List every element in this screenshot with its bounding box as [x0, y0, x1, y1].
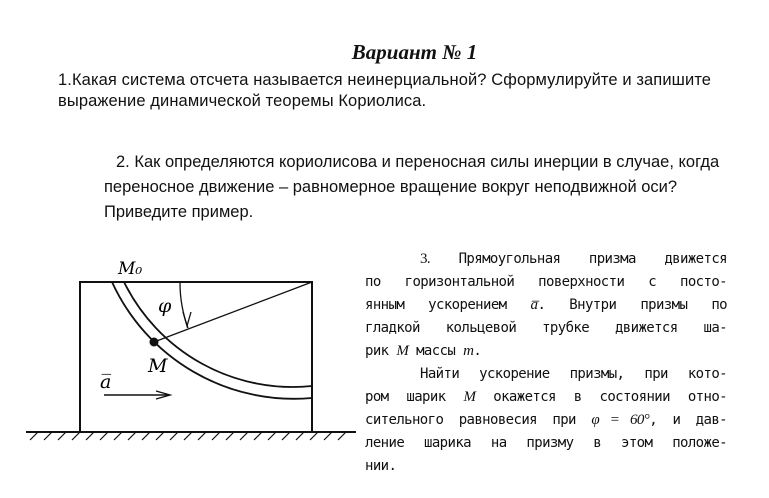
prism-body — [80, 282, 312, 432]
label-m0: M₀ — [118, 259, 143, 279]
q3-line-9: ление шарика на призму в этом положе- — [365, 435, 727, 451]
q3-line-10: нии. — [365, 458, 397, 474]
q3-line-6: Найти ускорение призмы, при кото- — [420, 366, 727, 382]
question-2 — [104, 150, 764, 225]
label-m: M — [148, 355, 168, 377]
angle-arc — [180, 282, 188, 328]
question-1-number: 1. — [58, 71, 72, 89]
ball-m — [150, 338, 159, 347]
label-a: a̅ — [100, 371, 112, 393]
q3-line-2: по горизонтальной поверхности с посто- — [365, 274, 727, 290]
radius-line — [154, 282, 312, 342]
angle-arrow — [183, 312, 191, 326]
q3-line-7: ром шарик M окажется в состоянии отно- — [365, 389, 727, 405]
q3-line-4: гладкой кольцевой трубке движется ша- — [365, 320, 727, 336]
prism-figure — [20, 250, 360, 450]
q3-line-3: янным ускорением a̅. Внутри призмы по — [365, 297, 727, 313]
label-phi: φ — [158, 295, 172, 317]
ring-tube-outer — [112, 282, 312, 399]
prism-diagram — [20, 250, 360, 450]
question-1 — [58, 70, 718, 112]
ground-hatch — [30, 432, 346, 440]
q3-line-5: рик M массы m. — [365, 343, 482, 359]
question-3 — [365, 248, 727, 478]
q3-line-1: 3. Прямоугольная призма движется — [420, 251, 727, 267]
question-1-text: Какая система отсчета называется неинерциальной? Сформулируйте и запишите выражение динамической теоремы Кориолиса. — [58, 71, 712, 110]
q3-line-8: сительного равновесия при φ = 60°, и дав- — [365, 412, 727, 428]
question-2-number: 2. — [116, 153, 130, 171]
question-2-text: Как определяются кориолисова и переносная силы инерции в случае, когда переносное движение – равномерное вращение вокруг неподвижной оси? Приведите пример. — [104, 153, 720, 221]
page-title: Вариант № 1 — [351, 40, 478, 64]
